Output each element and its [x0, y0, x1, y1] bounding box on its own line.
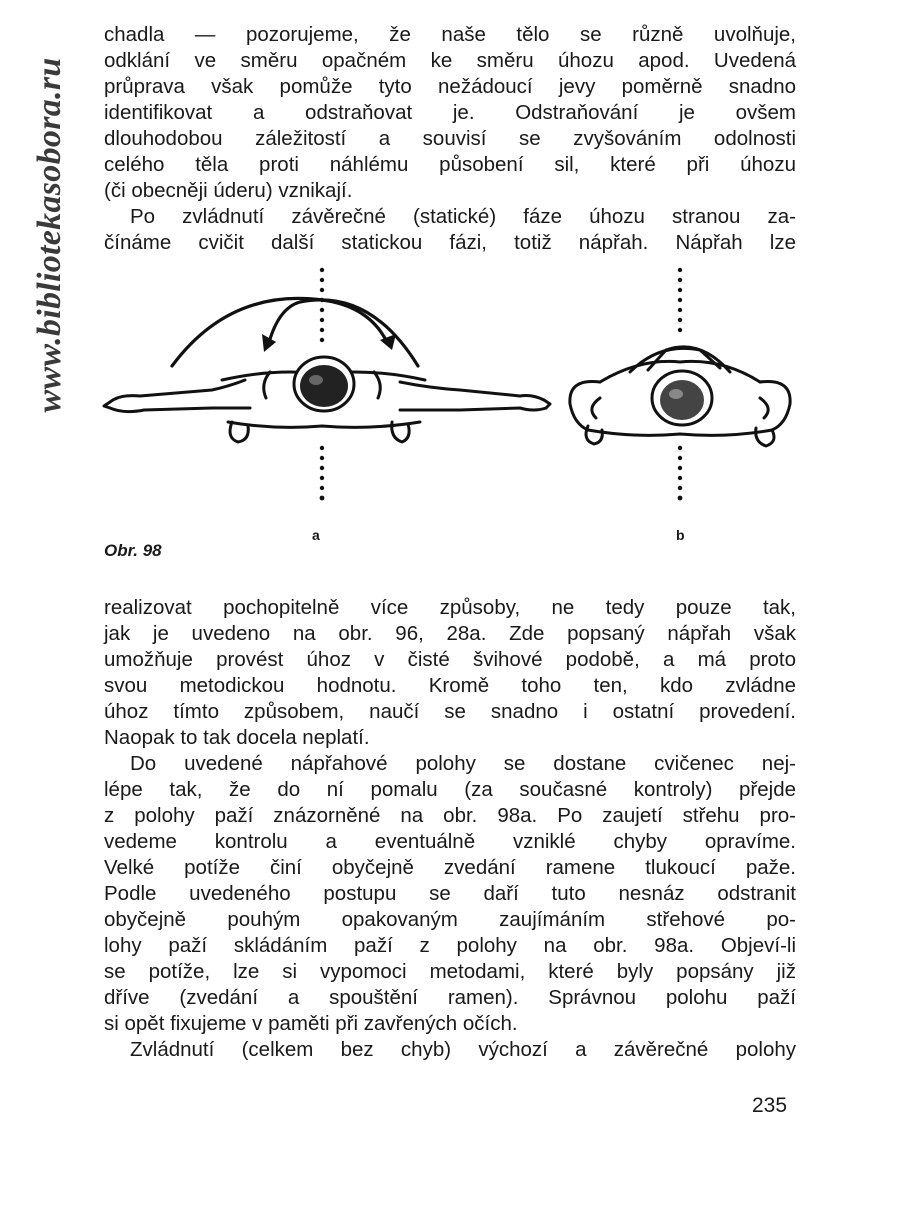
- text-line: Zvládnutí (celkem bez chyb) výchozí a závěrečné polohy: [130, 1038, 796, 1061]
- text-line: z polohy paží znázorněné na obr. 98a. Po zaujetí střehu pro-: [104, 804, 796, 827]
- text-line: odklání ve směru opačném ke směru úhozu apod. Uvedená: [104, 49, 796, 72]
- figure-label-a: a: [312, 527, 320, 543]
- text-line: (či obecněji úderu) vznikají.: [104, 179, 353, 202]
- text-line: čínáme cvičit další statickou fázi, totiž nápřah. Nápřah lze: [104, 231, 796, 254]
- arrow-heads-a: [262, 334, 396, 352]
- text-line: Po zvládnutí závěrečné (statické) fáze úhozu stranou za-: [130, 205, 796, 228]
- figure-label-b: b: [676, 527, 685, 543]
- text-line: obyčejně pouhým opakovaným zaujímáním střehové po-: [104, 908, 796, 931]
- text-line: si opět fixujeme v paměti při zavřených očích.: [104, 1012, 518, 1035]
- text-line: dlouhodobou záležitostí a souvisí se zvyšováním odolnosti: [104, 127, 796, 150]
- figure-b-head: [652, 371, 712, 425]
- arrow-arcs-a: [172, 298, 418, 366]
- text-line: identifikovat a odstraňovat je. Odstraňování je ovšem: [104, 101, 796, 124]
- text-line: Naopak to tak docela neplatí.: [104, 726, 370, 749]
- text-block-top: [104, 22, 796, 256]
- text-line: realizovat pochopitelně více způsoby, ne tedy pouze tak,: [104, 596, 796, 619]
- text-line: celého těla proti náhlému působení sil, které při úhozu: [104, 153, 796, 176]
- figure-illustration: [100, 258, 820, 558]
- watermark-text: www.bibliotekasobora.ru: [31, 57, 68, 413]
- figure-caption: Obr. 98: [104, 541, 162, 560]
- text-line: dříve (zvedání a spouštění ramen). Správnou polohu paží: [104, 986, 796, 1009]
- text-line: Velké potíže činí obyčejně zvedání ramene tlukoucí paže.: [104, 856, 796, 879]
- page-number: 235: [752, 1094, 788, 1117]
- text-line: umožňuje provést úhoz v čisté švihové podobě, a má proto: [104, 648, 796, 671]
- text-line: Do uvedené nápřahové polohy se dostane cvičenec nej-: [130, 752, 796, 775]
- text-line: průprava však pomůže tyto nežádoucí jevy poměrně snadno: [104, 75, 796, 98]
- text-line: úhoz tímto způsobem, naučí se snadno i ostatní provedení.: [104, 700, 796, 723]
- text-line: se potíže, lze si vypomoci metodami, které byly popsány již: [104, 960, 796, 983]
- text-line: vedeme kontrolu a eventuálně vzniklé chyby opravíme.: [104, 830, 796, 853]
- text-line: Podle uvedeného postupu se daří tuto nesnáz odstranit: [104, 882, 796, 905]
- watermark: [0, 0, 100, 560]
- text-line: svou metodickou hodnotu. Kromě toho ten, kdo zvládne: [104, 674, 796, 697]
- figure-a-head: [294, 357, 354, 411]
- text-block-bottom: [104, 595, 796, 1063]
- text-line: chadla — pozorujeme, že naše tělo se různě uvolňuje,: [104, 23, 796, 46]
- text-line: lépe tak, že do ní pomalu (za současné kontroly) přejde: [104, 778, 796, 801]
- text-line: lohy paží skládáním paží z polohy na obr. 98a. Objeví-li: [104, 934, 796, 957]
- text-line: jak je uvedeno na obr. 96, 28a. Zde popsaný nápřah však: [104, 622, 796, 645]
